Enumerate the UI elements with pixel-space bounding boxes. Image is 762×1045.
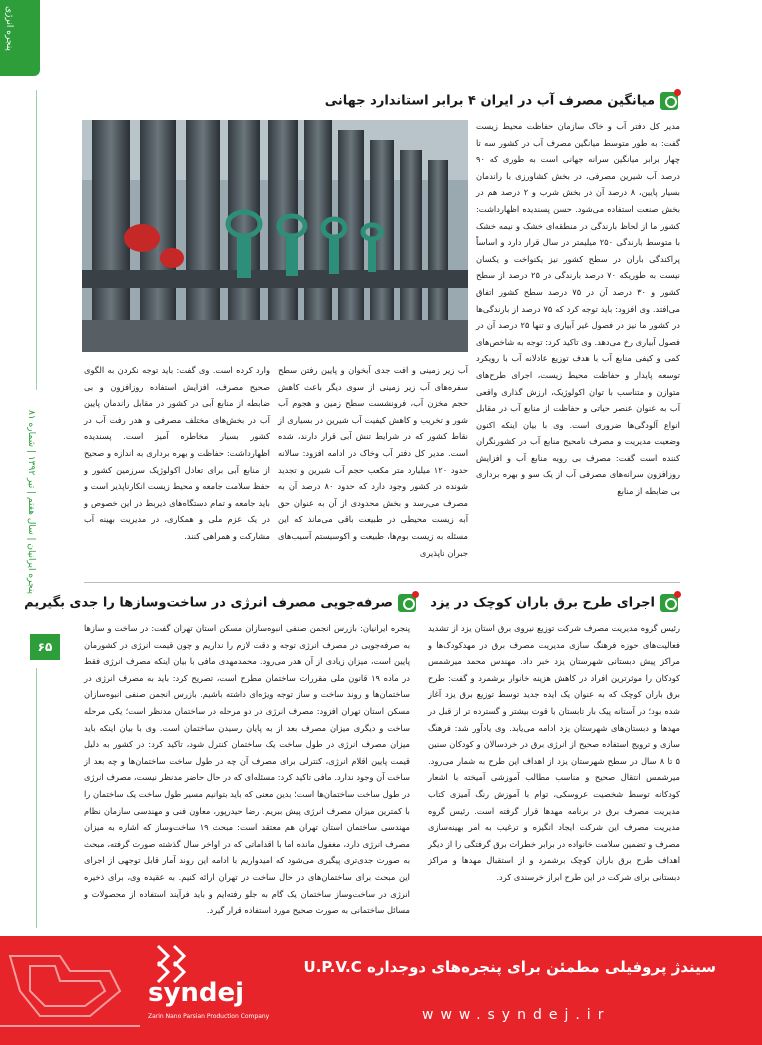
pipes-with-valves-image [82,120,468,352]
article1-column-middle: آب زیر زمینی و افت جدی آبخوان و پایین رفتن سطح سفره‌های آب زیر زمینی از سوی دیگر باعث کاهش حجم مخزن آب، فرونشست سطح زمین و هجوم آب شور و تخریب و کاهش کیفیت آب شیرین در بسیاری از نقاط کشور که در شرایط تنش آبی قرار دارند، شده است. مدیر کل دفتر آب وخاک در ادامه افزود: سالانه حدود ۱۲۰ میلیارد متر مکعب حجم آب شیرین و تجدید شونده در کشور وجود دارد که حدود ۸۰ درصد آن به مصرف می‌رسد و بخش محدودی از آن به عنوان حق آبه زیست محیطی در طبیعت باقی می‌ماند که این مسئله به زیست بوم‌ها، طبیعت و اکوسیستم آسیب‌های جبران ناپذیری [278,365,469,558]
ad-slogan: سیندژ پروفیلی مطمئن برای پنجره‌های دوجداره U.P.V.C [303,958,716,976]
article1-title-text: میانگین مصرف آب در ایران ۴ برابر استاندارد جهانی [324,93,655,109]
syndej-logo-text: syndej [148,978,245,1008]
running-title: پنجره ایرانیان | سال هفتم | تیر ۱۳۹۲ | شماره ۸۱ [26,410,36,595]
section-tab [0,0,40,76]
page-number: ۶۵ [30,634,60,660]
margin-line-bottom [36,668,37,928]
energy-window-icon [398,594,416,612]
article2-title [430,594,678,612]
section-divider [84,582,680,583]
window-profile-drawing [0,936,150,1045]
syndej-logo-icon [152,942,192,982]
syndej-logo-subtitle: Zarin Nano Parsian Production Company [148,1013,270,1020]
article3-title [24,594,416,612]
article1-column-left: وارد کرده است. وی گفت: باید توجه نکردن به الگوی صحیح مصرف، افزایش استفاده روزافزون و بی ضابطه از منابع آبی در کشور در مقابل راندمان پایین آب در بخش‌های مختلف مصرفی و هدر رفت آب در کشور بسیار مخاطره آمیز است. پسندیده اظهارداشت: حفاظت و بهره برداری به اندازه و صحیح از منابع آبی برای تعادل اکولوژیک سرزمین کشور و حفظ سلامت جامعه و محیط زیست انکارناپذیر است و باید جامعه و تمام دستگاه‌های ذیربط در این خصوص و در یک عزم ملی و همکاری، در مدیریت بهینه آب مشارکت و همراهی کنند. [84,365,270,541]
energy-window-icon [660,594,678,612]
article1-photo [82,120,468,352]
article3-title-text: صرفه‌جویی مصرف انرژی در ساخت‌وسازها را جدی بگیریم [24,595,393,611]
article3-body: پنجره ایرانیان: بازرس انجمن صنفی انبوه‌سازان مسکن استان تهران گفت: در ساخت و سازها به صرفه‌جویی در مصرف انرژی توجه و دقت لازم را نداریم و چون قیمت انرژی در کشورمان پایین است، میزان زیادی از آن هدر می‌رود. محمدمهدی مافی با بیان اینکه مصرف انرژی فقط در ماده ۱۹ قانون ملی مقررات ساختمان مطرح است، تصریح کرد: باید به مصرف انرژی در ساختمان‌ها و روند ساخت و ساز توجه ویژه‌ای داشته باشیم. بازرس انجمن صنفی انبوه‌سازان مسکن استان تهران افزود: مصرف انرژی در دو مرحله در ساختمان مدنظر است؛ یکی مرحله ساخت و دیگری میزان مصرف بعد از به پایان رسیدن ساختمان است. وی با بیان اینکه باید میزان مصرف انرژی در طول ساخت یک ساختمان کنترل شود، تاکید کرد: در کشور به دلیل قیمت پایین اقلام انرژی، کنترلی برای مصرف آن چه در طول ساخت ساختمان‌ها و چه بعد از ساخت آن وجود ندارد. مافی تاکید کرد: مسئله‌ای که در حال حاضر مدنظر نیست، مصرف انرژی در طول ساخت ساختمان‌ها است؛ بدین معنی که باید بتوانیم مسیر طول ساخت یک ساختمان را با کمترین میزان مصرف انرژی پیش ببریم. رضا حیدرپور، معاون فنی و مهندسی سازمان نظام مهندسی ساختمان استان تهران هم معتقد است: مبحث ۱۹ ساخت‌وساز که اشاره به میزان مصرف انرژی دارد، مغفول مانده اما با اقداماتی که در اواخر سال گذشته صورت گرفته، مبحث به صورت جدی‌تری پیگیری می‌شود که امیدواریم با ادامه این روند آمار قابل توجهی از اجرای این مبحث برای ساختمان‌های در حال ساخت در تهران ارائه کنیم. به عقیده وی، برای ذخیره انرژی در ساخت‌وساز ساختمان یک گام به جلو رفته‌ایم و باید فرآیند استفاده از محصولات و مسائل ساختمانی به صورت صحیح مورد استفاده قرار گیرد. [84,623,411,916]
article1-title [325,92,678,110]
section-tab-label: پنجره انرژی [4,6,14,51]
margin-line-top [36,90,37,390]
article1-column-right: مدیر کل دفتر آب و خاک سازمان حفاظت محیط زیست گفت: به طور متوسط میانگین مصرف آب در کشور سه تا چهار برابر میانگین سرانه جهانی است به طوری که ۹۰ درصد آب شیرین مصرفی، در بخش کشاورزی با راندمان بسیار پایین، ۸ درصد آن در بخش شرب و ۲ درصد هم در بخش صنعت استفاده می‌شود. حسن پسندیده اظهارداشت: کشور ما از لحاظ بارندگی در منطقه‌ای خشک و نیمه خشک با متوسط بارندگی ۲۵۰ میلیمتر در سال قرار دارد و اساساً پراکندگی باران در سطح کشور نیز یکنواخت و یکسان نیست به طوریکه ۷۰ درصد بارندگی در ۲۵ درصد از سطح کشور و ۳۰ درصد آن در ۷۵ درصد سطح کشور اتفاق می‌افتد. وی افزود: باید توجه کرد که ۷۵ درصد از بارندگی‌ها در کشور ما نیز در فصول غیر آبیاری و تنها ۲۵ درصد آن در فصول آبیاری رخ می‌دهد. وی تاکید کرد: توجه به شاخص‌های کمی و کیفی منابع آب با هدف توزیع عادلانه آب با رویکرد توسعه پایدار و حفاظت محیط زیست، اجرای طرح‌های متوازن و متناسب با توان اکولوژیک، ارزش گذاری واقعی آب به عنوان عنصر حیاتی و حفاظت از منابع آب در مقابل انواع آلودگی‌ها ضروری است. وی با بیان اینکه اکنون وضعیت مدیریت و مصرف نامحیح منابع آب در کشورنگران کننده است گفت: مصرف بی رویه منابع آب و افزایش روزافزون سرانه‌های مصرفی آب از یک سو و بهره برداری بی ضابطه از منابع [476,121,681,497]
energy-window-icon [660,92,678,110]
syndej-ad-banner [0,936,762,1045]
article2-body: رئیس گروه مدیریت مصرف شرکت توزیع نیروی برق استان یزد از تشدید فعالیت‌های حوزه فرهنگ سازی مدیریت مصرف برق در مهدکودک‌ها و مراکز پیش دبستانی شهرستان یزد خبر داد. مهندس محمد میرشمس کودکان را موثرترین افراد در کاهش هزینه خانوار برشمرد و گفت: طرح برق باران کوچک که به عنوان یک ایده جدید توسط توزیع برق یزد آغاز شده بود؛ در آستانه پیک بار تابستان با قوت بیشتر و گسترده تر از قبل در مهدها و دبستان‌های شهرستان یزد ادامه می‌یابد. وی یادآور شد: فرهنگ سازی و ترویج استفاده صحیح از انرژی برق در خردسالان و کودکان سنین ۵ تا ۸ سال در سطح شهرستان یزد از اهداف این طرح به شمار می‌رود. میرشمس انتقال صحیح و مناسب مطالب آموزشی آمیخته با اشعار کودکانه توسط شخصیت عروسکی، توام با آموزش رنگ آمیزی کتاب مدیریت مصرف برق در برنامه مهدها قرار گرفته است. رئیس گروه مدیریت مصرف این شرکت ایجاد انگیزه و ترغیب به امر بهینه‌سازی مصرف و تضمین سلامت خانواده در برابر خطرات برق گرفتگی را از دیگر اهداف طرح برق باران کوچک برشمرد و از استقبال مهدها و مراکز دبستانی برای شرکت در این طرح ابراز خرسندی کرد. [428,623,680,882]
website-link[interactable]: www.syndej.ir [422,1007,611,1023]
article2-title-text: اجرای طرح برق باران کوچک در یزد [430,595,655,611]
